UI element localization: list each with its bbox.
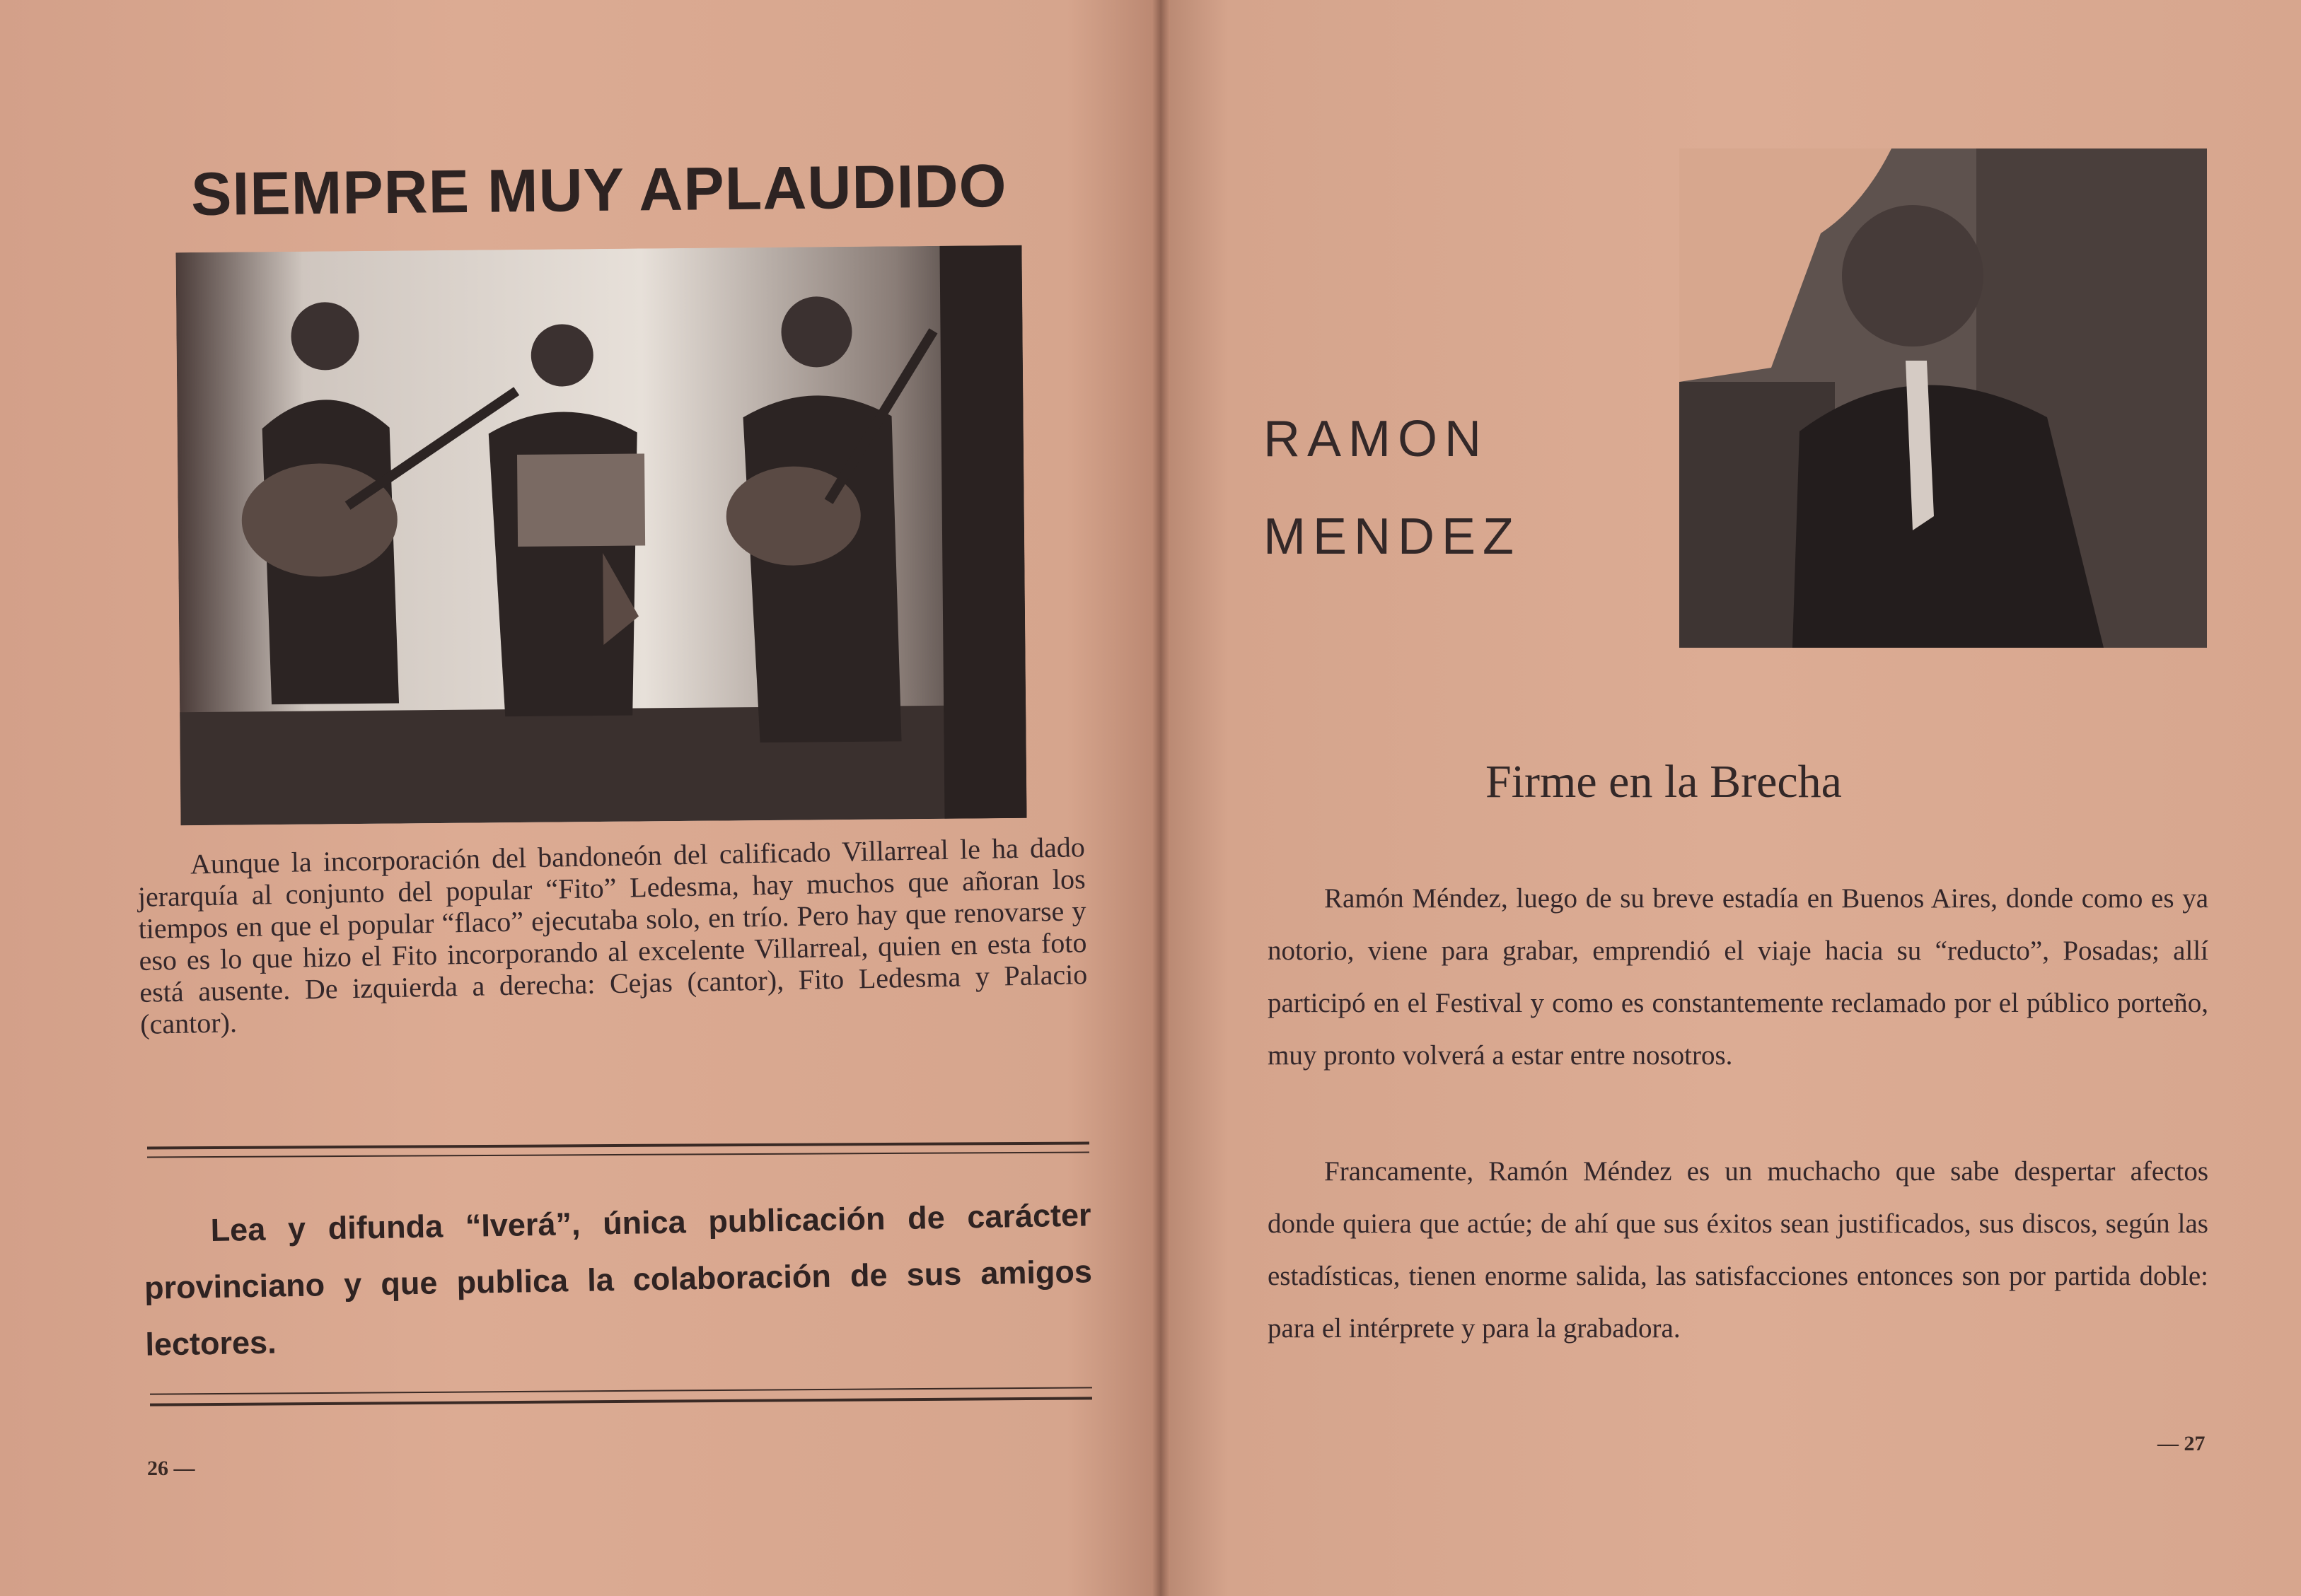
name-line-2: MENDEZ — [1263, 508, 1521, 565]
page-title: SIEMPRE MUY APLAUDIDO — [190, 151, 1007, 228]
article-paragraph-1: Ramón Méndez, luego de su breve estadía en Buenos Aires, donde como es ya notorio, viene para grabar, emprendió el viaje hacia su “reducto”, Posadas; allí participó en el Festival y como es constantemente reclamado por el público porteño, muy pronto volverá a estar entre nosotros. — [1268, 883, 2208, 1071]
trio-musicians-photo — [175, 245, 1026, 825]
article-paragraph-2: Francamente, Ramón Méndez es un muchacho que sabe despertar afectos donde quiera que actúe; de ahí que sus éxitos sean justificados, sus discos, según las estadísticas, tienen enorme salida, las satisfacciones entonces son por partida doble: para el intérprete y para la grabadora. — [1268, 1156, 2208, 1344]
page-number-left: 26 — — [147, 1457, 195, 1480]
page-number-right: — 27 — [2157, 1432, 2206, 1455]
article-subtitle: Firme en la Brecha — [1485, 756, 1842, 808]
name-line-1: RAMON — [1263, 411, 1488, 467]
spine-fold — [1152, 0, 1170, 1596]
portrait-photo — [1679, 148, 2207, 648]
photo-caption: Aunque la incorporación del bandoneón del calificado Villarreal le ha dado jerarquía al conjunto del popular “Fito” Ledesma, hay muchos que añoran los tiempos en que el popular “flaco” ejecutaba solo, en trío. Pero hay que renovarse y eso es lo que hizo el Fito incorporando al excelente Villarreal, quien en esta foto está ausente. De izquierda a derecha: Cejas (cantor), Fito Ledesma y Palacio (cantor). — [137, 831, 1088, 1040]
promo-text: Lea y difunda “Iverá”, única publicación de carácter provinciano y que publica la colaboración de sus amigos lectores. — [144, 1196, 1093, 1363]
